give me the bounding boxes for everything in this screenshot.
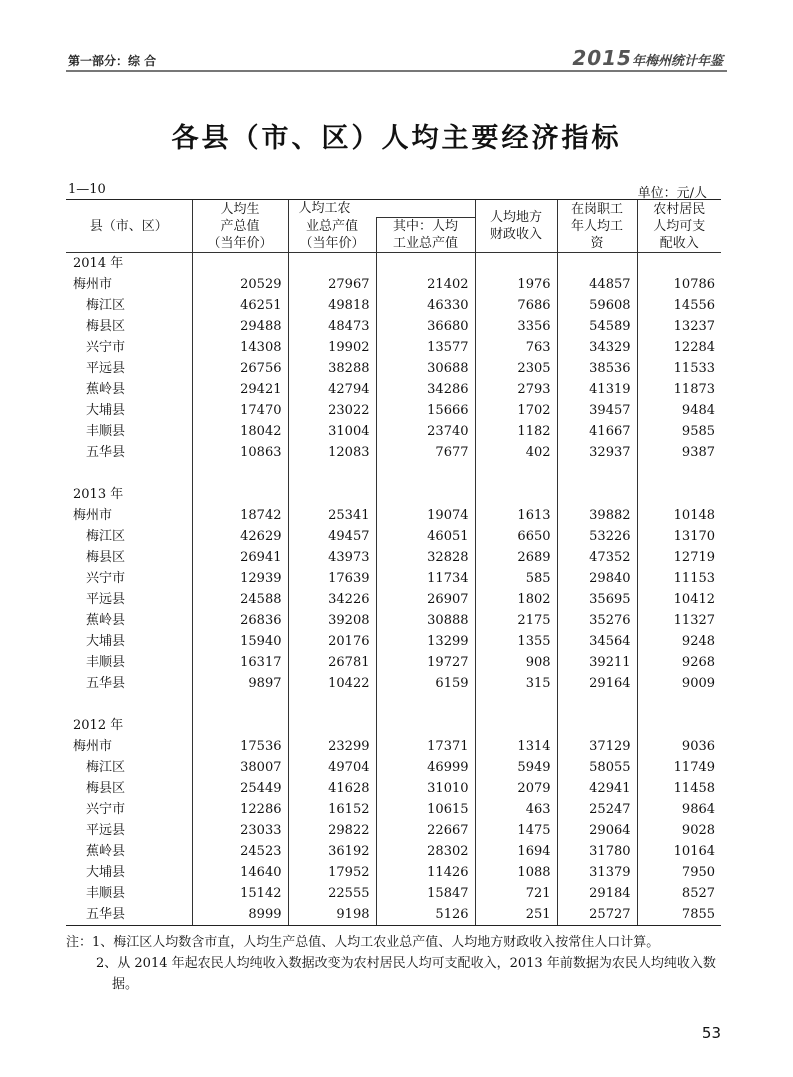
value-cell: 7855 bbox=[637, 904, 721, 926]
value-cell: 8527 bbox=[637, 883, 721, 904]
value-cell: 21402 bbox=[376, 274, 475, 295]
table-row bbox=[66, 820, 721, 841]
value-cell: 31379 bbox=[557, 862, 637, 883]
value-cell: 27967 bbox=[288, 274, 376, 295]
county-name: 平远县 bbox=[86, 592, 126, 607]
value-cell: 11153 bbox=[637, 568, 721, 589]
value-cell: 10615 bbox=[376, 799, 475, 820]
value-cell: 11426 bbox=[376, 862, 475, 883]
value-cell: 17952 bbox=[288, 862, 376, 883]
value-cell: 9484 bbox=[637, 400, 721, 421]
table-row bbox=[66, 841, 721, 862]
value-cell: 5949 bbox=[475, 757, 557, 778]
value-cell: 9036 bbox=[637, 736, 721, 757]
value-cell: 28302 bbox=[376, 841, 475, 862]
note-2: 2、从 2014 年起农民人均纯收入数据改变为农村居民人均可支配收入，2013 年前数据为农民人均纯收入数据。 bbox=[96, 956, 716, 992]
year-label: 2013 年 bbox=[73, 487, 124, 502]
table-row bbox=[66, 673, 721, 694]
value-cell: 2079 bbox=[475, 778, 557, 799]
value-cell: 9198 bbox=[288, 904, 376, 926]
value-cell: 14640 bbox=[192, 862, 288, 883]
value-cell: 1355 bbox=[475, 631, 557, 652]
value-cell: 41628 bbox=[288, 778, 376, 799]
county-name: 丰顺县 bbox=[86, 886, 126, 901]
value-cell: 10786 bbox=[637, 274, 721, 295]
page-number: 53 bbox=[701, 1024, 721, 1042]
value-cell: 13299 bbox=[376, 631, 475, 652]
value-cell: 12719 bbox=[637, 547, 721, 568]
county-name: 大埔县 bbox=[86, 634, 126, 649]
page-title: 各县（市、区）人均主要经济指标 bbox=[171, 123, 622, 154]
col-agri-ind-output-top: 人均工农 bbox=[288, 200, 475, 218]
county-name: 五华县 bbox=[86, 445, 126, 460]
value-cell: 9009 bbox=[637, 673, 721, 694]
table-row bbox=[66, 568, 721, 589]
table-row bbox=[66, 652, 721, 673]
table-row bbox=[66, 526, 721, 547]
value-cell: 26907 bbox=[376, 589, 475, 610]
county-name: 大埔县 bbox=[86, 865, 126, 880]
table-row bbox=[66, 295, 721, 316]
indicator-table bbox=[66, 199, 721, 926]
value-cell: 1088 bbox=[475, 862, 557, 883]
value-cell: 7950 bbox=[637, 862, 721, 883]
value-cell: 24523 bbox=[192, 841, 288, 862]
value-cell: 25247 bbox=[557, 799, 637, 820]
year-label: 2012 年 bbox=[73, 718, 124, 733]
value-cell: 15142 bbox=[192, 883, 288, 904]
value-cell: 14308 bbox=[192, 337, 288, 358]
value-cell: 7677 bbox=[376, 442, 475, 463]
value-cell: 20529 bbox=[192, 274, 288, 295]
value-cell: 9268 bbox=[637, 652, 721, 673]
value-cell: 20176 bbox=[288, 631, 376, 652]
value-cell: 14556 bbox=[637, 295, 721, 316]
col-rural-income: 农村居民 人均可支 配收入 bbox=[637, 200, 721, 253]
value-cell: 47352 bbox=[557, 547, 637, 568]
col-wage: 在岗职工 年人均工 资 bbox=[557, 200, 637, 253]
year-row bbox=[66, 715, 721, 736]
value-cell: 2793 bbox=[475, 379, 557, 400]
yearbook-year: 2015 bbox=[572, 46, 632, 70]
value-cell: 11458 bbox=[637, 778, 721, 799]
value-cell: 5126 bbox=[376, 904, 475, 926]
table-row bbox=[66, 799, 721, 820]
value-cell: 35695 bbox=[557, 589, 637, 610]
value-cell: 58055 bbox=[557, 757, 637, 778]
value-cell: 1702 bbox=[475, 400, 557, 421]
value-cell: 49457 bbox=[288, 526, 376, 547]
table-row bbox=[66, 421, 721, 442]
value-cell: 1976 bbox=[475, 274, 557, 295]
value-cell: 17536 bbox=[192, 736, 288, 757]
value-cell: 39457 bbox=[557, 400, 637, 421]
value-cell: 29184 bbox=[557, 883, 637, 904]
value-cell: 34329 bbox=[557, 337, 637, 358]
value-cell: 10412 bbox=[637, 589, 721, 610]
table-row bbox=[66, 505, 721, 526]
county-name: 梅江区 bbox=[86, 760, 126, 775]
value-cell: 34564 bbox=[557, 631, 637, 652]
county-name: 兴宁市 bbox=[86, 340, 126, 355]
col-of-which-industrial: 其中：人均 工业总产值 bbox=[376, 218, 475, 253]
county-name: 梅县区 bbox=[86, 319, 126, 334]
year-row bbox=[66, 253, 721, 275]
value-cell: 41319 bbox=[557, 379, 637, 400]
value-cell: 1182 bbox=[475, 421, 557, 442]
value-cell: 39208 bbox=[288, 610, 376, 631]
county-name: 蕉岭县 bbox=[86, 382, 126, 397]
value-cell: 9028 bbox=[637, 820, 721, 841]
value-cell: 42629 bbox=[192, 526, 288, 547]
value-cell: 463 bbox=[475, 799, 557, 820]
col-fiscal-revenue: 人均地方 财政收入 bbox=[475, 200, 557, 253]
county-name: 丰顺县 bbox=[86, 424, 126, 439]
value-cell: 12286 bbox=[192, 799, 288, 820]
value-cell: 16152 bbox=[288, 799, 376, 820]
county-name: 梅州市 bbox=[73, 277, 113, 292]
county-name: 梅县区 bbox=[86, 781, 126, 796]
table-row bbox=[66, 862, 721, 883]
value-cell: 46999 bbox=[376, 757, 475, 778]
value-cell: 29822 bbox=[288, 820, 376, 841]
county-name: 大埔县 bbox=[86, 403, 126, 418]
value-cell: 10148 bbox=[637, 505, 721, 526]
value-cell: 721 bbox=[475, 883, 557, 904]
county-name: 蕉岭县 bbox=[86, 844, 126, 859]
value-cell: 22667 bbox=[376, 820, 475, 841]
value-cell: 25449 bbox=[192, 778, 288, 799]
value-cell: 2175 bbox=[475, 610, 557, 631]
value-cell: 251 bbox=[475, 904, 557, 926]
col-county: 县（市、区） bbox=[66, 200, 192, 253]
value-cell: 25727 bbox=[557, 904, 637, 926]
value-cell: 23033 bbox=[192, 820, 288, 841]
value-cell: 42941 bbox=[557, 778, 637, 799]
value-cell: 15940 bbox=[192, 631, 288, 652]
value-cell: 315 bbox=[475, 673, 557, 694]
county-name: 梅州市 bbox=[73, 739, 113, 754]
yearbook-title: 年梅州统计年鉴 bbox=[631, 54, 723, 69]
value-cell: 1802 bbox=[475, 589, 557, 610]
value-cell: 17371 bbox=[376, 736, 475, 757]
value-cell: 49704 bbox=[288, 757, 376, 778]
spacer-row bbox=[66, 694, 721, 715]
value-cell: 402 bbox=[475, 442, 557, 463]
table-row bbox=[66, 610, 721, 631]
value-cell: 41667 bbox=[557, 421, 637, 442]
value-cell: 19074 bbox=[376, 505, 475, 526]
table-row bbox=[66, 400, 721, 421]
header-rule bbox=[66, 70, 727, 72]
value-cell: 25341 bbox=[288, 505, 376, 526]
value-cell: 54589 bbox=[557, 316, 637, 337]
value-cell: 11749 bbox=[637, 757, 721, 778]
county-name: 五华县 bbox=[86, 676, 126, 691]
value-cell: 26941 bbox=[192, 547, 288, 568]
table-row bbox=[66, 904, 721, 926]
value-cell: 32937 bbox=[557, 442, 637, 463]
col-agri-ind-output: 业总产值 （当年价） bbox=[288, 218, 376, 253]
value-cell: 42794 bbox=[288, 379, 376, 400]
value-cell: 31010 bbox=[376, 778, 475, 799]
spacer-row bbox=[66, 463, 721, 484]
value-cell: 30888 bbox=[376, 610, 475, 631]
value-cell: 38288 bbox=[288, 358, 376, 379]
value-cell: 1314 bbox=[475, 736, 557, 757]
value-cell: 34226 bbox=[288, 589, 376, 610]
value-cell: 19727 bbox=[376, 652, 475, 673]
value-cell: 18742 bbox=[192, 505, 288, 526]
yearbook-header bbox=[572, 46, 723, 70]
value-cell: 26756 bbox=[192, 358, 288, 379]
value-cell: 8999 bbox=[192, 904, 288, 926]
value-cell: 46051 bbox=[376, 526, 475, 547]
value-cell: 3356 bbox=[475, 316, 557, 337]
county-name: 梅县区 bbox=[86, 550, 126, 565]
value-cell: 18042 bbox=[192, 421, 288, 442]
value-cell: 24588 bbox=[192, 589, 288, 610]
col-gdp: 人均生 产总值 （当年价） bbox=[192, 200, 288, 253]
value-cell: 12284 bbox=[637, 337, 721, 358]
value-cell: 585 bbox=[475, 568, 557, 589]
value-cell: 19902 bbox=[288, 337, 376, 358]
value-cell: 2305 bbox=[475, 358, 557, 379]
value-cell: 30688 bbox=[376, 358, 475, 379]
value-cell: 38536 bbox=[557, 358, 637, 379]
value-cell: 26781 bbox=[288, 652, 376, 673]
value-cell: 32828 bbox=[376, 547, 475, 568]
value-cell: 12083 bbox=[288, 442, 376, 463]
value-cell: 22555 bbox=[288, 883, 376, 904]
value-cell: 9585 bbox=[637, 421, 721, 442]
table-row bbox=[66, 883, 721, 904]
county-name: 兴宁市 bbox=[86, 802, 126, 817]
value-cell: 59608 bbox=[557, 295, 637, 316]
county-name: 梅江区 bbox=[86, 298, 126, 313]
value-cell: 29421 bbox=[192, 379, 288, 400]
value-cell: 15847 bbox=[376, 883, 475, 904]
value-cell: 17470 bbox=[192, 400, 288, 421]
value-cell: 39882 bbox=[557, 505, 637, 526]
value-cell: 36680 bbox=[376, 316, 475, 337]
value-cell: 1694 bbox=[475, 841, 557, 862]
section-header: 第一部分：综 合 bbox=[68, 54, 157, 68]
county-name: 平远县 bbox=[86, 823, 126, 838]
value-cell: 7686 bbox=[475, 295, 557, 316]
value-cell: 31780 bbox=[557, 841, 637, 862]
value-cell: 23022 bbox=[288, 400, 376, 421]
value-cell: 9248 bbox=[637, 631, 721, 652]
table-row bbox=[66, 337, 721, 358]
value-cell: 46251 bbox=[192, 295, 288, 316]
county-name: 兴宁市 bbox=[86, 571, 126, 586]
value-cell: 29064 bbox=[557, 820, 637, 841]
value-cell: 11327 bbox=[637, 610, 721, 631]
value-cell: 908 bbox=[475, 652, 557, 673]
county-name: 平远县 bbox=[86, 361, 126, 376]
year-label: 2014 年 bbox=[73, 256, 124, 271]
table-notes bbox=[66, 932, 726, 995]
table-row bbox=[66, 358, 721, 379]
value-cell: 10164 bbox=[637, 841, 721, 862]
value-cell: 37129 bbox=[557, 736, 637, 757]
table-row bbox=[66, 736, 721, 757]
value-cell: 1613 bbox=[475, 505, 557, 526]
value-cell: 29488 bbox=[192, 316, 288, 337]
value-cell: 38007 bbox=[192, 757, 288, 778]
value-cell: 53226 bbox=[557, 526, 637, 547]
value-cell: 1475 bbox=[475, 820, 557, 841]
value-cell: 2689 bbox=[475, 547, 557, 568]
county-name: 梅州市 bbox=[73, 508, 113, 523]
value-cell: 6159 bbox=[376, 673, 475, 694]
value-cell: 9864 bbox=[637, 799, 721, 820]
table-row bbox=[66, 379, 721, 400]
value-cell: 48473 bbox=[288, 316, 376, 337]
value-cell: 26836 bbox=[192, 610, 288, 631]
value-cell: 15666 bbox=[376, 400, 475, 421]
table-row bbox=[66, 274, 721, 295]
table-row bbox=[66, 778, 721, 799]
value-cell: 49818 bbox=[288, 295, 376, 316]
value-cell: 35276 bbox=[557, 610, 637, 631]
table-row bbox=[66, 547, 721, 568]
value-cell: 23740 bbox=[376, 421, 475, 442]
value-cell: 13577 bbox=[376, 337, 475, 358]
table-row bbox=[66, 442, 721, 463]
value-cell: 46330 bbox=[376, 295, 475, 316]
value-cell: 36192 bbox=[288, 841, 376, 862]
value-cell: 16317 bbox=[192, 652, 288, 673]
value-cell: 31004 bbox=[288, 421, 376, 442]
value-cell: 763 bbox=[475, 337, 557, 358]
value-cell: 23299 bbox=[288, 736, 376, 757]
value-cell: 13237 bbox=[637, 316, 721, 337]
value-cell: 9387 bbox=[637, 442, 721, 463]
county-name: 五华县 bbox=[66, 904, 192, 926]
value-cell: 10863 bbox=[192, 442, 288, 463]
value-cell: 39211 bbox=[557, 652, 637, 673]
table-row bbox=[66, 631, 721, 652]
value-cell: 11533 bbox=[637, 358, 721, 379]
value-cell: 17639 bbox=[288, 568, 376, 589]
value-cell: 43973 bbox=[288, 547, 376, 568]
value-cell: 13170 bbox=[637, 526, 721, 547]
value-cell: 29840 bbox=[557, 568, 637, 589]
table-row bbox=[66, 316, 721, 337]
value-cell: 44857 bbox=[557, 274, 637, 295]
value-cell: 9897 bbox=[192, 673, 288, 694]
note-1: 注：1、梅江区人均数含市直，人均生产总值、人均工农业总产值、人均地方财政收入按常住人口计算。 bbox=[66, 935, 660, 950]
table-row bbox=[66, 757, 721, 778]
value-cell: 11734 bbox=[376, 568, 475, 589]
unit-label: 单位：元/人 bbox=[637, 186, 707, 201]
value-cell: 34286 bbox=[376, 379, 475, 400]
year-row bbox=[66, 484, 721, 505]
value-cell: 11873 bbox=[637, 379, 721, 400]
value-cell: 6650 bbox=[475, 526, 557, 547]
value-cell: 10422 bbox=[288, 673, 376, 694]
value-cell: 12939 bbox=[192, 568, 288, 589]
county-name: 梅江区 bbox=[86, 529, 126, 544]
county-name: 丰顺县 bbox=[86, 655, 126, 670]
county-name: 蕉岭县 bbox=[86, 613, 126, 628]
table-row bbox=[66, 589, 721, 610]
value-cell: 29164 bbox=[557, 673, 637, 694]
table-number: 1—10 bbox=[68, 182, 106, 197]
